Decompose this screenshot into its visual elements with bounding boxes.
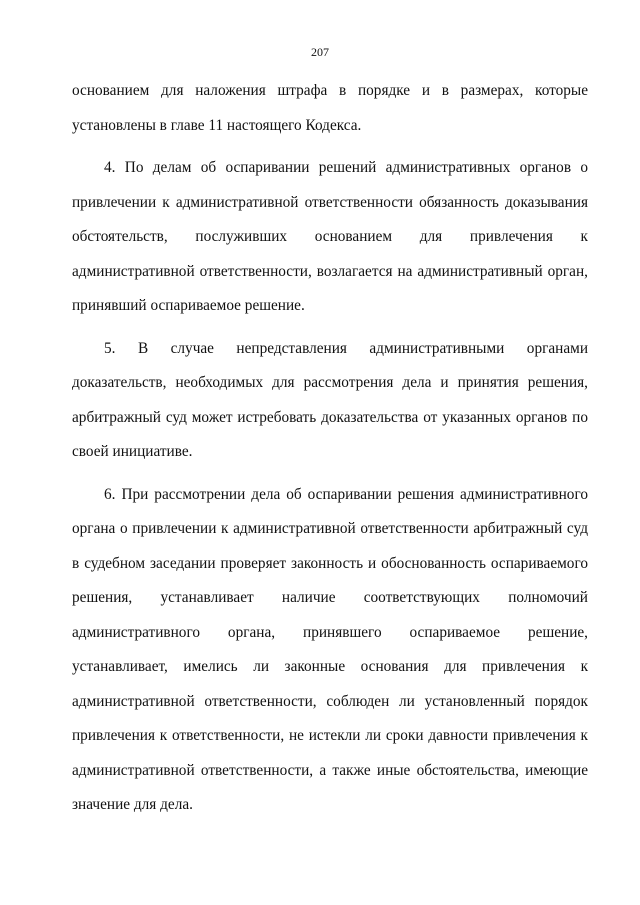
document-body [72,74,588,831]
paragraph-4: 4. По делам об оспаривании решений административных органов о привлечении к административной ответственности обязанность доказывания обстоятельств, послуживших основанием для привлечения к административной ответственности, возлагается на административный орган, принявший оспариваемое решение. [72,159,588,314]
paragraph-6: 6. При рассмотрении дела об оспаривании решения административного органа о привлечении к административной ответственности арбитражный суд в судебном заседании проверяет законность и обоснованность оспариваемого решения, устанавливает наличие соответствующих полномочий административного органа, принявшего оспариваемое решение, устанавливает, имелись ли законные основания для привлечения к административной ответственности, соблюден ли установленный порядок привлечения к ответственности, не истекли ли сроки давности привлечения к административной ответственности, а также иные обстоятельства, имеющие значение для дела. [72,485,588,813]
paragraph-continuation: основанием для наложения штрафа в порядке и в размерах, которые установлены в главе 11 настоящего Кодекса. [72,82,588,134]
page-number: 207 [311,45,329,59]
paragraph-5: 5. В случае непредставления административными органами доказательств, необходимых для рассмотрения дела и принятия решения, арбитражный суд может истребовать доказательства от указанных органов по своей инициативе. [72,339,588,460]
